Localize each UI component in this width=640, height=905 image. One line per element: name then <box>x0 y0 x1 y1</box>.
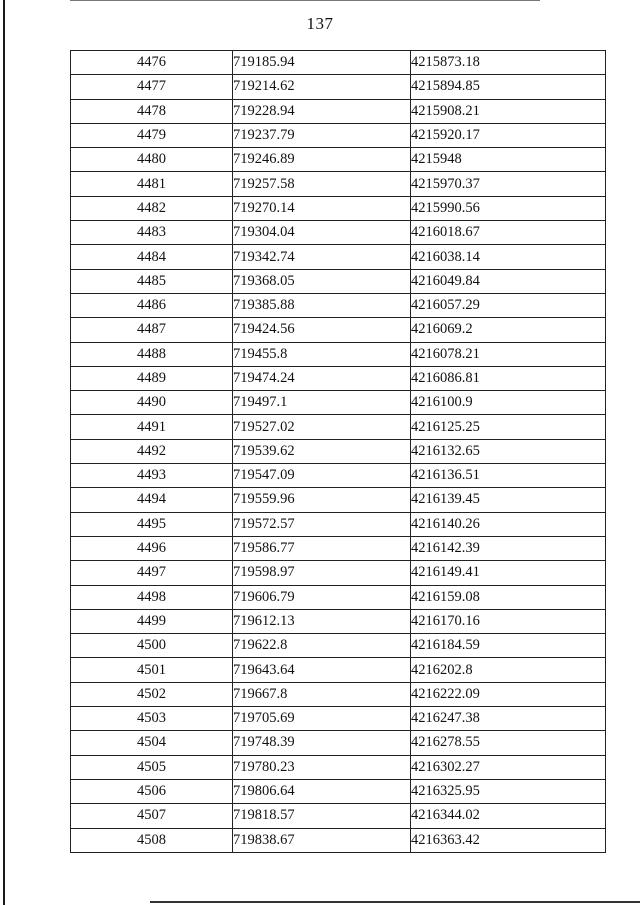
table-row <box>71 391 606 415</box>
point-number-cell: 4495 <box>71 512 233 536</box>
x-coordinate-cell: 719539.62 <box>233 439 411 463</box>
table-row <box>71 51 606 75</box>
point-number-cell: 4493 <box>71 464 233 488</box>
y-coordinate-cell: 4216018.67 <box>411 221 606 245</box>
table-row <box>71 512 606 536</box>
table-row <box>71 99 606 123</box>
point-number-cell: 4496 <box>71 536 233 560</box>
x-coordinate-cell: 719643.64 <box>233 658 411 682</box>
x-coordinate-cell: 719424.56 <box>233 318 411 342</box>
y-coordinate-cell: 4215948 <box>411 148 606 172</box>
y-coordinate-cell: 4216202.8 <box>411 658 606 682</box>
y-coordinate-cell: 4216078.21 <box>411 342 606 366</box>
table-row <box>71 609 606 633</box>
point-number-cell: 4485 <box>71 269 233 293</box>
page-number: 137 <box>306 14 334 33</box>
y-coordinate-cell: 4216132.65 <box>411 439 606 463</box>
x-coordinate-cell: 719270.14 <box>233 196 411 220</box>
x-coordinate-cell: 719818.57 <box>233 804 411 828</box>
x-coordinate-cell: 719572.57 <box>233 512 411 536</box>
table-row <box>71 123 606 147</box>
point-number-cell: 4501 <box>71 658 233 682</box>
y-coordinate-cell: 4216247.38 <box>411 707 606 731</box>
point-number-cell: 4508 <box>71 828 233 852</box>
table-row <box>71 585 606 609</box>
y-coordinate-cell: 4216159.08 <box>411 585 606 609</box>
y-coordinate-cell: 4216149.41 <box>411 561 606 585</box>
table-row <box>71 318 606 342</box>
point-number-cell: 4506 <box>71 779 233 803</box>
x-coordinate-cell: 719246.89 <box>233 148 411 172</box>
y-coordinate-cell: 4216325.95 <box>411 779 606 803</box>
y-coordinate-cell: 4215894.85 <box>411 75 606 99</box>
point-number-cell: 4494 <box>71 488 233 512</box>
y-coordinate-cell: 4216170.16 <box>411 609 606 633</box>
point-number-cell: 4486 <box>71 293 233 317</box>
point-number-cell: 4477 <box>71 75 233 99</box>
x-coordinate-cell: 719527.02 <box>233 415 411 439</box>
point-number-cell: 4492 <box>71 439 233 463</box>
table-row <box>71 731 606 755</box>
table-row <box>71 707 606 731</box>
x-coordinate-cell: 719748.39 <box>233 731 411 755</box>
x-coordinate-cell: 719237.79 <box>233 123 411 147</box>
x-coordinate-cell: 719214.62 <box>233 75 411 99</box>
point-number-cell: 4505 <box>71 755 233 779</box>
table-row <box>71 755 606 779</box>
scan-edge-left <box>3 0 5 905</box>
y-coordinate-cell: 4216363.42 <box>411 828 606 852</box>
scan-edge-top <box>70 0 540 1</box>
x-coordinate-cell: 719257.58 <box>233 172 411 196</box>
table-row <box>71 366 606 390</box>
table-row <box>71 75 606 99</box>
y-coordinate-cell: 4216140.26 <box>411 512 606 536</box>
table-row <box>71 342 606 366</box>
table-row <box>71 172 606 196</box>
x-coordinate-cell: 719368.05 <box>233 269 411 293</box>
x-coordinate-cell: 719474.24 <box>233 366 411 390</box>
point-number-cell: 4490 <box>71 391 233 415</box>
x-coordinate-cell: 719598.97 <box>233 561 411 585</box>
y-coordinate-cell: 4216038.14 <box>411 245 606 269</box>
y-coordinate-cell: 4216278.55 <box>411 731 606 755</box>
table-row <box>71 804 606 828</box>
x-coordinate-cell: 719780.23 <box>233 755 411 779</box>
table-row <box>71 828 606 852</box>
point-number-cell: 4489 <box>71 366 233 390</box>
point-number-cell: 4484 <box>71 245 233 269</box>
x-coordinate-cell: 719806.64 <box>233 779 411 803</box>
table-row <box>71 245 606 269</box>
point-number-cell: 4482 <box>71 196 233 220</box>
point-number-cell: 4507 <box>71 804 233 828</box>
x-coordinate-cell: 719612.13 <box>233 609 411 633</box>
point-number-cell: 4483 <box>71 221 233 245</box>
point-number-cell: 4497 <box>71 561 233 585</box>
point-number-cell: 4476 <box>71 51 233 75</box>
x-coordinate-cell: 719455.8 <box>233 342 411 366</box>
table-row <box>71 536 606 560</box>
y-coordinate-cell: 4216222.09 <box>411 682 606 706</box>
table-row <box>71 464 606 488</box>
y-coordinate-cell: 4215990.56 <box>411 196 606 220</box>
x-coordinate-cell: 719547.09 <box>233 464 411 488</box>
x-coordinate-cell: 719705.69 <box>233 707 411 731</box>
y-coordinate-cell: 4216049.84 <box>411 269 606 293</box>
x-coordinate-cell: 719385.88 <box>233 293 411 317</box>
x-coordinate-cell: 719342.74 <box>233 245 411 269</box>
point-number-cell: 4502 <box>71 682 233 706</box>
y-coordinate-cell: 4216302.27 <box>411 755 606 779</box>
y-coordinate-cell: 4216057.29 <box>411 293 606 317</box>
table-row <box>71 269 606 293</box>
x-coordinate-cell: 719228.94 <box>233 99 411 123</box>
y-coordinate-cell: 4215970.37 <box>411 172 606 196</box>
x-coordinate-cell: 719304.04 <box>233 221 411 245</box>
table-row <box>71 196 606 220</box>
x-coordinate-cell: 719606.79 <box>233 585 411 609</box>
point-number-cell: 4503 <box>71 707 233 731</box>
coordinates-table-body <box>71 51 606 853</box>
table-row <box>71 415 606 439</box>
point-number-cell: 4498 <box>71 585 233 609</box>
x-coordinate-cell: 719838.67 <box>233 828 411 852</box>
y-coordinate-cell: 4215873.18 <box>411 51 606 75</box>
point-number-cell: 4480 <box>71 148 233 172</box>
point-number-cell: 4479 <box>71 123 233 147</box>
x-coordinate-cell: 719667.8 <box>233 682 411 706</box>
point-number-cell: 4481 <box>71 172 233 196</box>
table-row <box>71 779 606 803</box>
y-coordinate-cell: 4216184.59 <box>411 634 606 658</box>
point-number-cell: 4487 <box>71 318 233 342</box>
y-coordinate-cell: 4216086.81 <box>411 366 606 390</box>
table-row <box>71 658 606 682</box>
scan-edge-bottom <box>150 901 640 903</box>
point-number-cell: 4499 <box>71 609 233 633</box>
y-coordinate-cell: 4216100.9 <box>411 391 606 415</box>
point-number-cell: 4488 <box>71 342 233 366</box>
y-coordinate-cell: 4216069.2 <box>411 318 606 342</box>
coordinates-table <box>70 50 606 853</box>
y-coordinate-cell: 4216344.02 <box>411 804 606 828</box>
table-row <box>71 221 606 245</box>
point-number-cell: 4478 <box>71 99 233 123</box>
point-number-cell: 4491 <box>71 415 233 439</box>
x-coordinate-cell: 719185.94 <box>233 51 411 75</box>
table-row <box>71 148 606 172</box>
y-coordinate-cell: 4216125.25 <box>411 415 606 439</box>
table-row <box>71 561 606 585</box>
y-coordinate-cell: 4216136.51 <box>411 464 606 488</box>
point-number-cell: 4500 <box>71 634 233 658</box>
x-coordinate-cell: 719559.96 <box>233 488 411 512</box>
x-coordinate-cell: 719622.8 <box>233 634 411 658</box>
table-row <box>71 439 606 463</box>
table-row <box>71 293 606 317</box>
table-row <box>71 682 606 706</box>
y-coordinate-cell: 4216142.39 <box>411 536 606 560</box>
table-row <box>71 634 606 658</box>
y-coordinate-cell: 4215920.17 <box>411 123 606 147</box>
point-number-cell: 4504 <box>71 731 233 755</box>
y-coordinate-cell: 4215908.21 <box>411 99 606 123</box>
x-coordinate-cell: 719586.77 <box>233 536 411 560</box>
table-row <box>71 488 606 512</box>
x-coordinate-cell: 719497.1 <box>233 391 411 415</box>
y-coordinate-cell: 4216139.45 <box>411 488 606 512</box>
